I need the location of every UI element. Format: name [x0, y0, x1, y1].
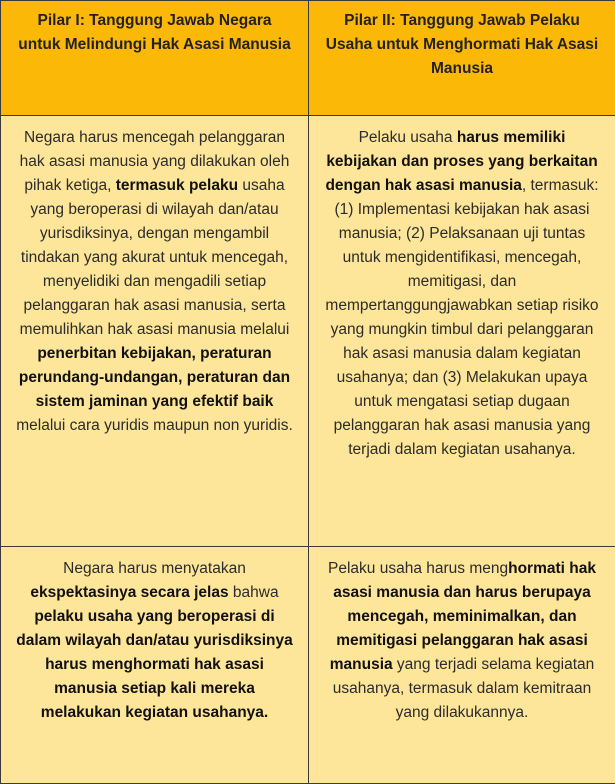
bold-segment: ekspektasinya secara jelas — [30, 584, 228, 601]
pillar1-row2-cell — [1, 547, 309, 784]
bold-segment: termasuk pelaku — [116, 177, 238, 194]
pillar1-row2-text — [15, 557, 294, 725]
pillar2-row2-cell — [309, 547, 615, 784]
text-segment: Negara harus menyatakan — [63, 560, 246, 577]
pillar1-row1-text — [15, 126, 294, 438]
text-segment: Pelaku usaha — [359, 129, 457, 146]
text-segment: bahwa — [229, 584, 279, 601]
table-row — [1, 547, 615, 784]
text-segment: , termasuk: (1) Implementasi kebijakan hak asasi manusia; (2) Pelaksanaan uji tuntas untuk mengidentifikasi, mencegah, memitigasi, dan mempertanggungjawabkan setiap risiko yang mungkin timbul dari pelanggaran hak asasi manusia dalam kegiatan usahanya; dan (3) Melakukan upaya untuk mengatasi setiap dugaan pelanggaran hak asasi manusia yang terjadi dalam kegiatan usahanya. — [325, 177, 598, 458]
text-segment: Negara harus mencegah pelanggaran hak asasi manusia yang dilakukan oleh pihak ketiga, — [20, 129, 290, 194]
pillar2-row2-text — [323, 557, 601, 725]
pillar1-header: Pilar I: Tanggung Jawab Negara untuk Melindungi Hak Asasi Manusia — [1, 1, 309, 116]
pillar2-row1-cell — [309, 116, 615, 547]
text-segment: Pelaku usaha harus meng — [328, 560, 508, 577]
text-segment: usaha yang beroperasi di wilayah dan/atau yurisdiksinya, dengan mengambil tindakan yang akurat untuk mencegah, menyelidiki dan mengadili setiap pelanggaran hak asasi manusia, serta memulihkan hak asasi manusia melalui — [20, 177, 290, 338]
pillar1-row1-cell — [1, 116, 309, 547]
pillar2-header: Pilar II: Tanggung Jawab Pelaku Usaha untuk Menghormati Hak Asasi Manusia — [309, 1, 615, 116]
pillar2-row1-text — [323, 126, 601, 462]
header-row — [1, 1, 615, 116]
bold-segment: penerbitan kebijakan, peraturan perundang-undangan, peraturan dan sistem jaminan yang efektif baik — [19, 345, 290, 410]
text-segment: yang terjadi selama kegiatan usahanya, termasuk dalam kemitraan yang dilakukannya. — [333, 656, 594, 721]
text-segment: melalui cara yuridis maupun non yuridis. — [16, 417, 293, 434]
bold-segment: hormati hak asasi manusia dan harus berupaya mencegah, meminimalkan, dan memitigasi pelanggaran hak asasi manusia — [330, 560, 596, 673]
table-row — [1, 116, 615, 547]
bold-segment: pelaku usaha yang beroperasi di dalam wilayah dan/atau yurisdiksinya harus menghormati hak asasi manusia setiap kali mereka melakukan kegiatan usahanya. — [16, 608, 293, 721]
bold-segment: harus memiliki kebijakan dan proses yang berkaitan dengan hak asasi manusia — [325, 129, 597, 194]
